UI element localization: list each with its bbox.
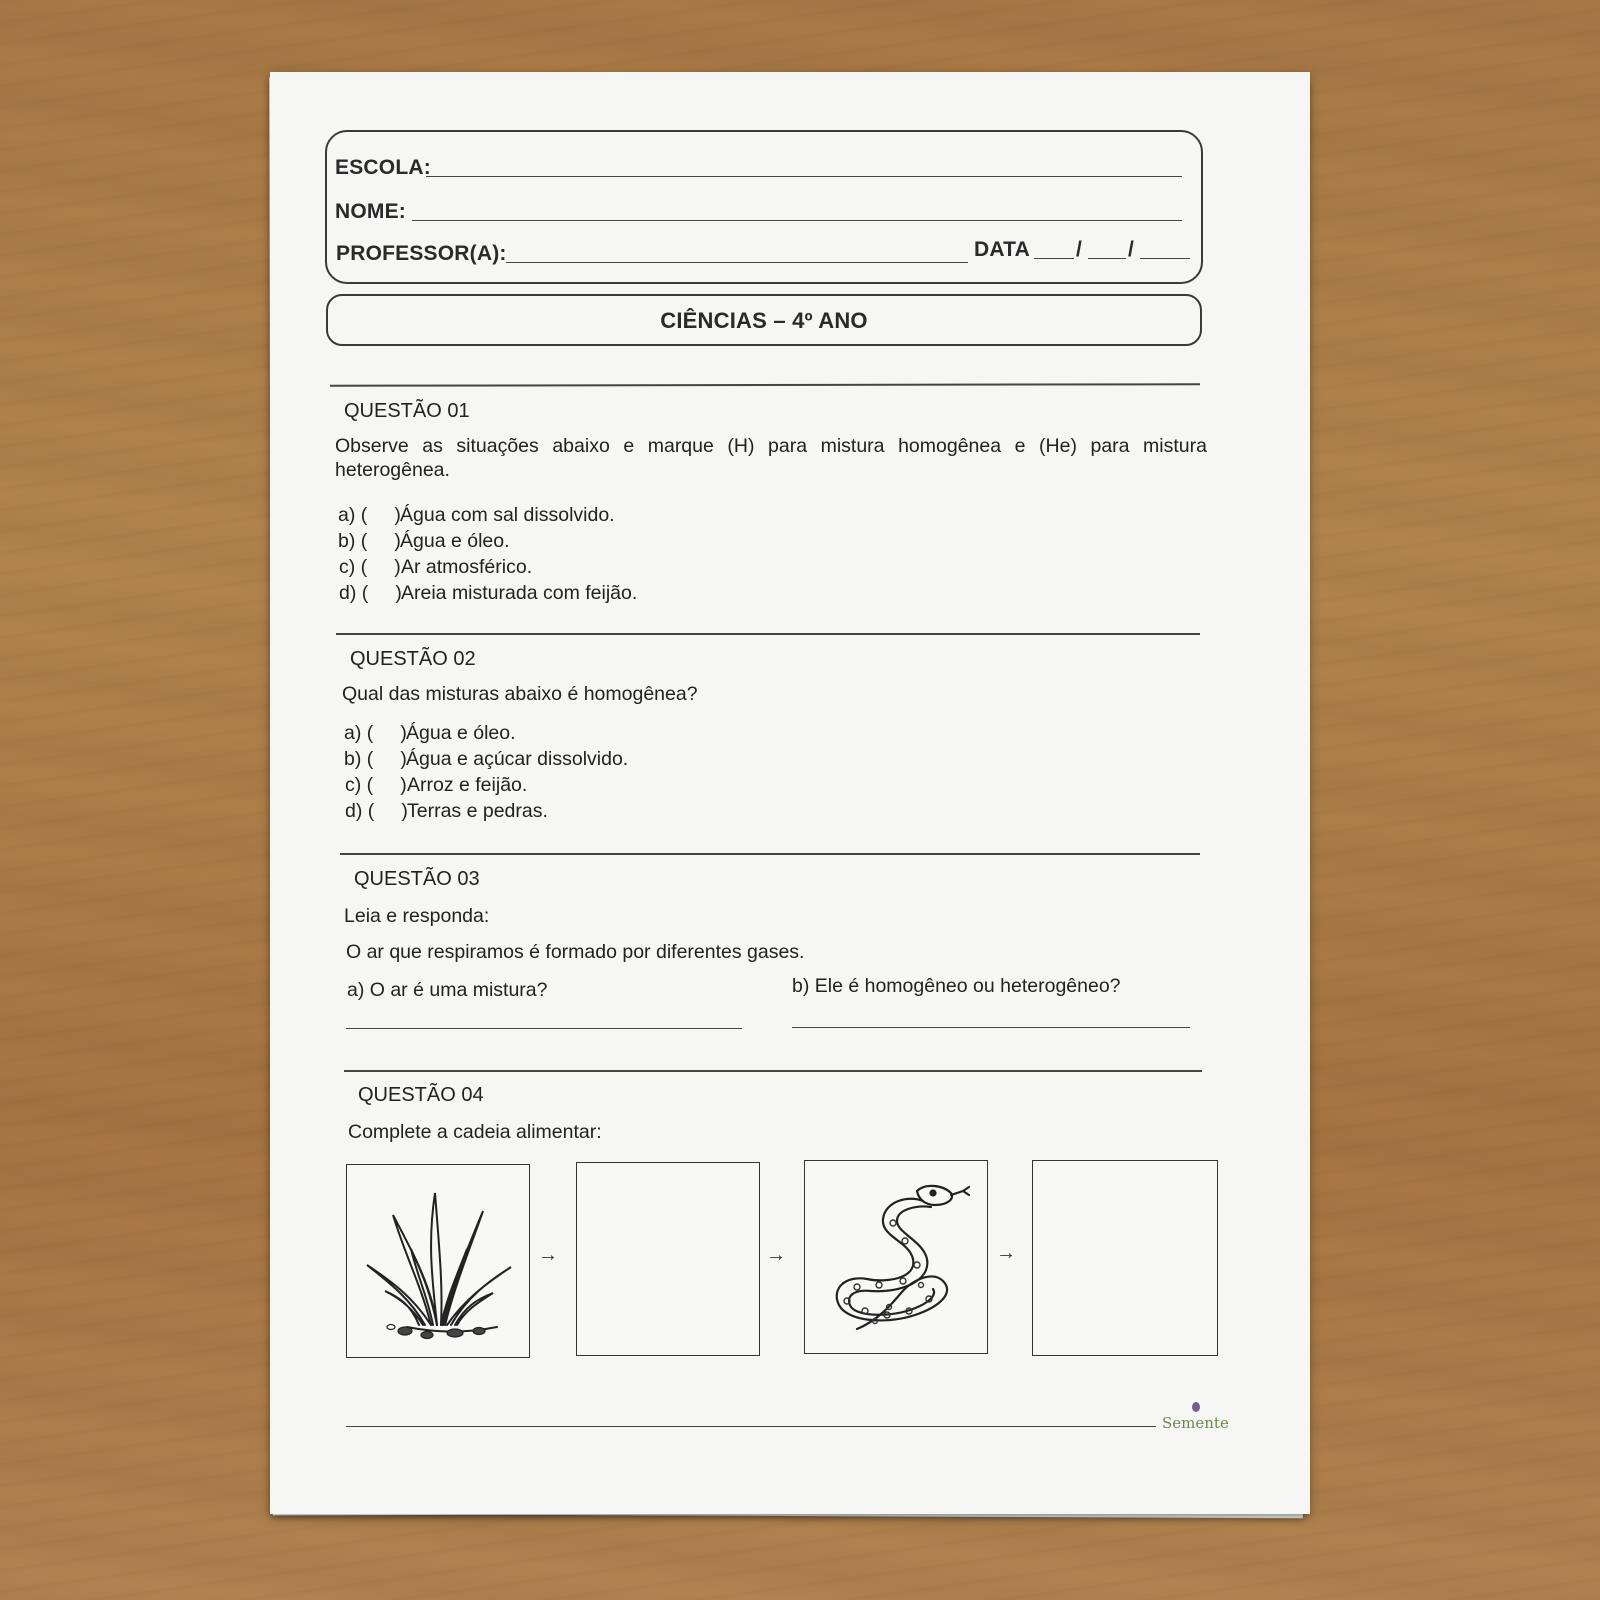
option-item[interactable]: b) ( )Água e óleo. <box>338 530 510 552</box>
option-item[interactable]: a) ( )Água e óleo. <box>344 722 516 744</box>
question-02-prompt: Qual das misturas abaixo é homogênea? <box>342 683 698 705</box>
option-item[interactable]: c) ( )Arroz e feijão. <box>345 774 528 796</box>
arrow-icon: → <box>996 1242 1016 1264</box>
professor-label: PROFESSOR(A): <box>336 242 507 265</box>
question-04-prompt: Complete a cadeia alimentar: <box>348 1121 602 1143</box>
data-day-field[interactable] <box>1034 258 1074 259</box>
question-01-prompt: Observe as situações abaixo e marque (H) para mistura homogênea e (He) para mistura heterogênea. <box>335 435 1207 481</box>
question-03-statement: O ar que respiramos é formado por diferentes gases. <box>346 941 805 963</box>
logo-mark-icon <box>1192 1402 1200 1412</box>
answer-line-b[interactable] <box>792 1027 1190 1028</box>
option-item[interactable]: d) ( )Areia misturada com feijão. <box>339 582 638 604</box>
question-03-intro: Leia e responda: <box>344 905 490 927</box>
data-label: DATA <box>974 238 1031 261</box>
subject-title: CIÊNCIAS – 4º ANO <box>660 308 868 333</box>
food-chain-box-empty-2[interactable] <box>1032 1160 1218 1356</box>
question-01-title: QUESTÃO 01 <box>344 400 470 422</box>
option-item[interactable]: c) ( )Ar atmosférico. <box>339 556 533 578</box>
food-chain-box-snake <box>804 1160 988 1354</box>
question-02-title: QUESTÃO 02 <box>350 648 476 670</box>
divider <box>340 853 1200 855</box>
data-separator: / <box>1128 238 1135 261</box>
grass-icon <box>347 1165 529 1357</box>
arrow-icon: → <box>538 1244 558 1266</box>
divider <box>336 633 1200 635</box>
data-month-field[interactable] <box>1088 258 1126 259</box>
data-year-field[interactable] <box>1140 258 1190 259</box>
escola-label: ESCOLA: <box>335 156 431 179</box>
option-item[interactable]: a) ( )Água com sal dissolvido. <box>338 504 615 526</box>
food-chain-box-grass <box>346 1164 530 1358</box>
question-03-title: QUESTÃO 03 <box>354 868 480 890</box>
arrow-icon: → <box>766 1244 786 1266</box>
question-03-sub-a: a) O ar é uma mistura? <box>347 979 548 1001</box>
question-04-title: QUESTÃO 04 <box>358 1084 484 1106</box>
snake-icon <box>805 1161 987 1353</box>
option-item[interactable]: b) ( )Água e açúcar dissolvido. <box>344 748 629 770</box>
divider <box>344 1070 1202 1072</box>
nome-label: NOME: <box>335 200 406 223</box>
divider <box>330 383 1200 387</box>
answer-line-a[interactable] <box>346 1028 742 1029</box>
worksheet-page <box>270 72 1310 1514</box>
brand-logo: Semente <box>1162 1414 1229 1432</box>
option-item[interactable]: d) ( )Terras e pedras. <box>345 800 548 822</box>
nome-field[interactable] <box>412 220 1182 221</box>
footer-line <box>346 1426 1156 1427</box>
data-separator: / <box>1076 238 1083 261</box>
question-03-sub-b: b) Ele é homogêneo ou heterogêneo? <box>792 975 1121 997</box>
escola-field[interactable] <box>426 176 1182 177</box>
food-chain-box-empty-1[interactable] <box>576 1162 760 1356</box>
professor-field[interactable] <box>506 262 968 263</box>
